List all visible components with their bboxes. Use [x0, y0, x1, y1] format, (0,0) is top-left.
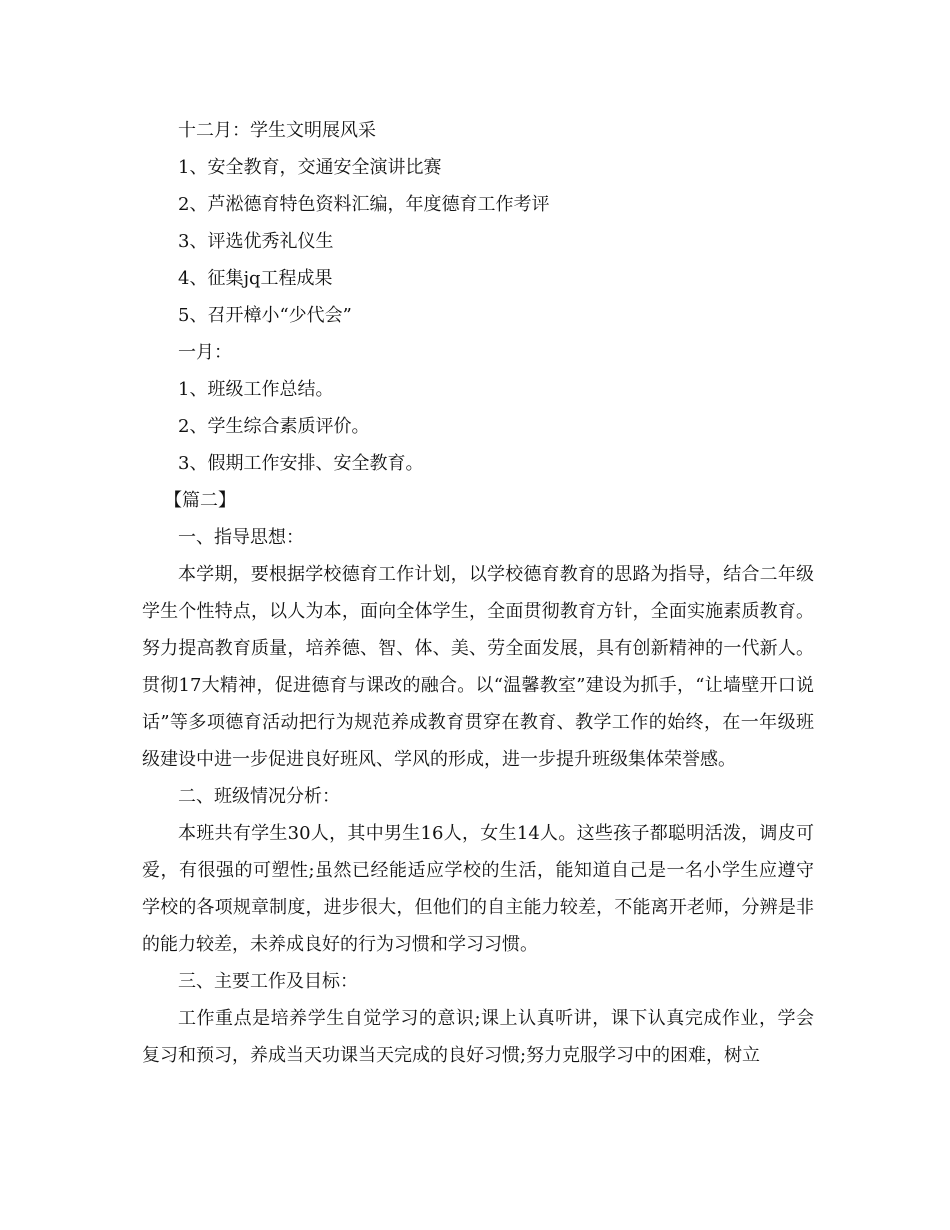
january-item-2: 2、学生综合素质评价。	[178, 416, 370, 437]
section-1-heading: 一、指导思想：	[178, 527, 304, 548]
section-3-heading: 三、主要工作及目标：	[178, 971, 358, 992]
january-item-1: 1、班级工作总结。	[178, 379, 334, 400]
december-item-5: 5、召开樟小“少代会”	[178, 305, 352, 326]
december-title: 十二月：学生文明展风采	[178, 120, 376, 141]
december-item-2: 2、芦淞德育特色资料汇编，年度德育工作考评	[178, 194, 550, 215]
january-item-3: 3、假期工作安排、安全教育。	[178, 453, 424, 474]
section-3-body: 工作重点是培养学生自觉学习的意识;课上认真听讲，课下认真完成作业，学会复习和预习，养成当天功课当天完成的良好习惯;努力克服学习中的困难，树立	[142, 1008, 814, 1066]
january-title: 一月：	[178, 342, 232, 363]
december-item-3: 3、评选优秀礼仪生	[178, 231, 334, 252]
document-body	[142, 112, 814, 1074]
section-1-body: 本学期，要根据学校德育工作计划，以学校德育教育的思路为指导，结合二年级学生个性特点，以人为本，面向全体学生，全面贯彻教育方针，全面实施素质教育。努力提高教育质量，培养德、智、体、美、劳全面发展，具有创新精神的一代新人。贯彻17大精神，促进德育与课改的融合。以“温馨教室”建设为抓手，“让墙壁开口说话”等多项德育活动把行为规范养成教育贯穿在教育、教学工作的始终，在一年级班级建设中进一步促进良好班风、学风的形成，进一步提升班级集体荣誉感。	[142, 564, 814, 770]
december-item-1: 1、安全教育，交通安全演讲比赛	[178, 157, 442, 178]
part-two-title: 【篇二】	[164, 490, 236, 511]
december-item-4: 4、征集jq工程成果	[178, 268, 333, 289]
section-2-body: 本班共有学生30人，其中男生16人，女生14人。这些孩子都聪明活泼，调皮可爱，有很强的可塑性;虽然已经能适应学校的生活，能知道自己是一名小学生应遵守学校的各项规章制度，进步很大，但他们的自主能力较差，不能离开老师，分辨是非的能力较差，未养成良好的行为习惯和学习习惯。	[142, 823, 814, 955]
section-2-heading: 二、班级情况分析：	[178, 786, 340, 807]
